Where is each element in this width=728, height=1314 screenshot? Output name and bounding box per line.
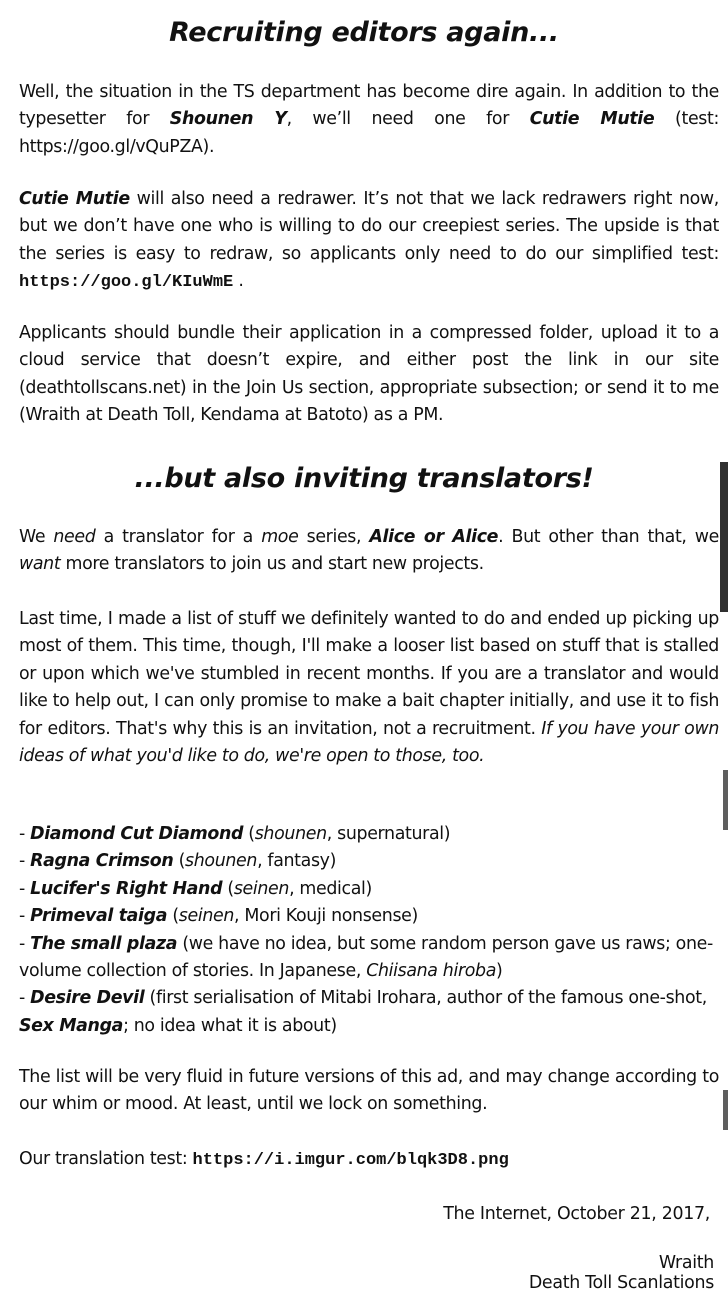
series-genre: seinen — [178, 906, 235, 927]
text: Well, the situation in the TS department has become dire again. In addition to the typesetter for — [19, 82, 719, 130]
text: . But other than that, we — [498, 527, 720, 547]
text: Our translation test: — [19, 1149, 193, 1169]
series-genre: seinen — [233, 878, 290, 899]
list-item: - The small plaza (we have no idea, but some random person gave us raws; one-volume collection of stories. In Japanese, Chiisana hiroba) — [19, 933, 713, 982]
series-title: Diamond Cut Diamond — [30, 824, 244, 844]
paragraph-translation-test — [19, 1146, 719, 1174]
emphasis: moe — [261, 527, 299, 547]
heading-inviting-translators: ...but also inviting translators! — [134, 463, 594, 494]
text: will also need a redrawer. It’s not that we lack redrawers right now, but we don’t have one who is willing to do our creepiest series. The upside is that the series is easy to redraw, so applicants only need to do our simplified test: — [19, 189, 719, 264]
text: We — [19, 527, 54, 547]
translation-test-link[interactable]: https://i.imgur.com/blqk3D8.png — [192, 1151, 509, 1170]
text: more translators to join us and start new projects. — [60, 554, 484, 575]
emphasis: Chiisana hiroba — [366, 961, 497, 982]
edge-artwork-strip — [723, 770, 728, 830]
text: a translator for a — [95, 527, 262, 547]
heading-recruiting-editors: Recruiting editors again... — [169, 17, 559, 48]
redraw-test-link[interactable]: https://goo.gl/KIuWmE — [19, 273, 234, 293]
list-item: - Primeval taiga (seinen, Mori Kouji nonsense) — [19, 906, 418, 927]
series-title: Primeval taiga — [30, 906, 168, 927]
title-cutie-mutie: Cutie Mutie — [529, 109, 655, 130]
title-cutie-mutie: Cutie Mutie — [19, 189, 130, 209]
application-text: Applicants should bundle their application in a compressed folder, upload it to a cloud service that doesn’t expire, and either post the link in our site (deathtollscans.net) in the Join Us section, appropriate subsection; or send it to me (Wraith at Death Toll, Kendama at Batoto) as a PM. — [19, 323, 719, 426]
list-item: - Diamond Cut Diamond (shounen, supernatural) — [19, 824, 451, 844]
emphasis: need — [53, 527, 96, 547]
paragraph-typesetters — [19, 79, 719, 161]
paragraph-translator-need — [19, 524, 719, 579]
paragraph-application — [19, 320, 719, 430]
text: , we’ll need one for — [286, 109, 530, 130]
date-line: The Internet, October 21, 2017, — [443, 1204, 710, 1224]
text: (test: https://goo.gl/vQuPZA). — [19, 109, 719, 157]
list-item: - Desire Devil (first serialisation of Mitabi Irohara, author of the famous one-shot, Sex Manga; no idea what it is about) — [19, 988, 707, 1036]
list-item: - Lucifer's Right Hand (seinen, medical) — [19, 878, 372, 899]
text: series, — [298, 527, 370, 547]
paragraph-last-time — [19, 606, 719, 770]
emphasis: want — [19, 554, 61, 575]
title-sex-manga: Sex Manga — [19, 1015, 124, 1036]
text: Last time, I made a list of stuff we definitely wanted to do and ended up picking up most of them. This time, though, I'll make a looser list based on stuff that is stalled or upon which we've stumbled in recent months. If you are a translator and would like to help out, I can only promise to make a bait chapter initially, and use it to fish for editors. That's why this is an invitation, not a recruitment. — [19, 609, 719, 739]
text: . — [233, 271, 244, 292]
emphasis: If you have your own ideas of what you'd like to do, we're open to those, too. — [19, 718, 719, 767]
series-title: The small plaza — [30, 933, 178, 954]
signature-name: Wraith — [658, 1253, 714, 1273]
signature — [529, 1253, 714, 1293]
paragraph-list-fluid — [19, 1064, 719, 1119]
edge-artwork-strip — [720, 462, 728, 612]
series-title: Ragna Crimson — [30, 851, 174, 872]
series-genre: shounen — [185, 851, 258, 872]
series-list — [19, 821, 719, 1040]
signature-group: Death Toll Scanlations — [528, 1273, 714, 1293]
series-title: Desire Devil — [30, 988, 145, 1009]
list-fluid-text: The list will be very fluid in future versions of this ad, and may change according to our whim or mood. At least, until we lock on something. — [19, 1067, 719, 1115]
title-shounen-y: Shounen Y — [169, 109, 287, 130]
series-genre: shounen — [254, 824, 327, 844]
edge-artwork-strip — [723, 1090, 728, 1130]
series-title: Lucifer's Right Hand — [30, 878, 223, 899]
title-alice-or-alice: Alice or Alice — [369, 527, 499, 547]
paragraph-redrawer — [19, 186, 719, 297]
list-item: - Ragna Crimson (shounen, fantasy) — [19, 851, 337, 872]
